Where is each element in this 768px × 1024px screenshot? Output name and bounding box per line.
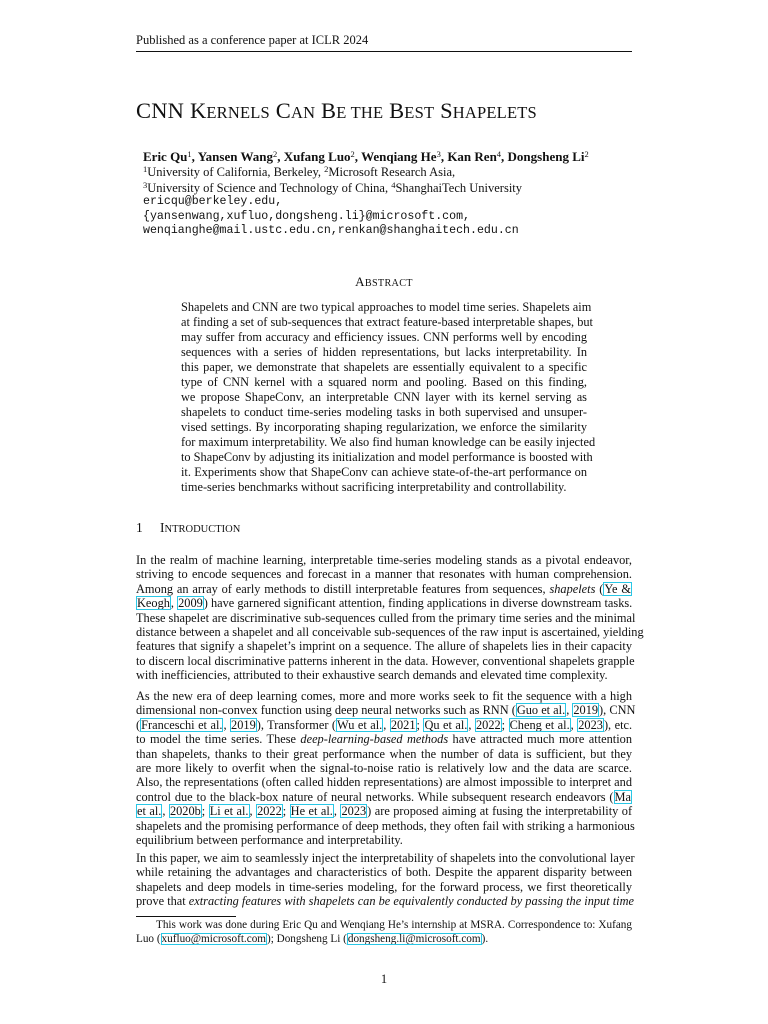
author-name: Wenqiang He bbox=[361, 149, 437, 164]
title-word-rest: ERNELS bbox=[206, 103, 270, 122]
author-name: Yansen Wang bbox=[197, 149, 273, 164]
email-link[interactable]: dongsheng.li@microsoft.com bbox=[347, 933, 481, 945]
text-run: , bbox=[249, 804, 257, 819]
footnote bbox=[136, 918, 632, 946]
text-run: ( bbox=[595, 581, 604, 596]
abstract-line: vised settings. By incorporating shaping regularization, we enforce the similarity bbox=[181, 420, 587, 434]
text-run: ), etc. bbox=[603, 717, 633, 732]
text-line bbox=[136, 804, 632, 818]
affiliation-mark: 1 bbox=[143, 164, 148, 174]
author-email: ericqu@berkeley.edu, bbox=[143, 195, 283, 208]
citation-link[interactable]: He et al. bbox=[290, 804, 333, 819]
intro-paragraph-3 bbox=[136, 851, 635, 909]
intro-paragraph-1 bbox=[136, 553, 644, 683]
author-affiliation-mark: 4 bbox=[496, 149, 502, 159]
section-number: 1 bbox=[136, 520, 143, 535]
section-title-initial: I bbox=[160, 520, 165, 535]
citation-link[interactable]: 2020b bbox=[169, 804, 201, 819]
text-run: , bbox=[570, 717, 578, 732]
text-line: to discern local discriminative patterns inherent in the data. However, conventional shapelets grapple bbox=[136, 653, 635, 668]
text-run: ) have garnered significant attention, finding applications in diverse downstream tasks. bbox=[203, 596, 633, 611]
text-line: In the realm of machine learning, interpretable time-series modeling stands as a pivotal endeavor, bbox=[136, 553, 632, 567]
citation-link[interactable]: 2021 bbox=[390, 717, 416, 732]
text-run: ; bbox=[282, 804, 290, 819]
text-line: Also, the representations (often called hidden representations) are almost impossible to interpret and bbox=[136, 775, 632, 790]
citation-link[interactable]: Ma bbox=[614, 789, 631, 804]
page-number: 1 bbox=[380, 972, 388, 986]
author-affiliation-mark: 2 bbox=[584, 149, 589, 159]
text-line: As the new era of deep learning comes, more and more works seek to fit the sequence with a high bbox=[136, 689, 632, 703]
text-line: These shapelet are discriminative sub-sequences culled from the primary time series and the minimal bbox=[136, 610, 636, 625]
abstract-heading-initial: A bbox=[355, 274, 365, 289]
abstract-line: time-series benchmarks without sacrificing interpretability and controllability. bbox=[181, 480, 567, 494]
text-line bbox=[136, 790, 632, 804]
abstract-line: it. Experiments show that ShapeConv can achieve state-of-the-art performance on bbox=[181, 465, 587, 479]
text-run: , bbox=[162, 804, 169, 819]
citation-link[interactable]: Guo et al. bbox=[516, 703, 566, 718]
abstract-line: we propose ShapeConv, an interpretable CNN layer with its kernel serving as bbox=[181, 390, 587, 404]
abstract-line: to ShapeConv by adjusting its initialization and model performance is boosted with bbox=[181, 450, 593, 464]
affiliation-text: ShanghaiTech University bbox=[395, 181, 523, 195]
text-line bbox=[136, 718, 632, 732]
abstract-line: at finding a set of sub-sequences that extract feature-based interpretable shapes, but bbox=[181, 315, 593, 329]
author-list: Eric Qu$^1$, Yansen Wang$^2$, Xufang Luo$^2$, Wenqiang He$^3$, Kan Ren$^4$, Dongsheng Li$^2$ bbox=[143, 149, 589, 164]
text-run: , bbox=[468, 717, 475, 732]
abstract-line: sequences with a series of hidden representations, but lacks interpretability. In bbox=[181, 345, 587, 359]
affiliation-mark: 4 bbox=[391, 180, 396, 190]
author-name: Dongsheng Li bbox=[507, 149, 585, 164]
citation-link[interactable]: 2022 bbox=[475, 717, 501, 732]
affiliation-line bbox=[143, 180, 522, 196]
title-word-initial: C bbox=[275, 98, 291, 123]
emphasis-text: shapelets bbox=[549, 581, 596, 596]
text-run: , bbox=[333, 804, 341, 819]
author-affiliation-mark: 2 bbox=[350, 149, 355, 159]
text-run: ). bbox=[481, 933, 489, 945]
text-line bbox=[136, 596, 632, 610]
author-email: wenqianghe@mail.ustc.edu.cn,renkan@shanghaitech.edu.cn bbox=[143, 224, 519, 237]
text-line: shapelets and deep models in time-series modeling, for the forward process, we first theoretically bbox=[136, 879, 632, 894]
text-run: ( bbox=[136, 717, 141, 732]
text-line bbox=[136, 732, 632, 746]
text-run: to model the time series. These bbox=[136, 732, 301, 747]
text-run: ; bbox=[501, 717, 509, 732]
text-line bbox=[136, 703, 636, 718]
text-line bbox=[136, 894, 632, 908]
title-word-rest: AN bbox=[290, 103, 316, 122]
affiliation-mark: 3 bbox=[143, 180, 148, 190]
text-line: striving to encode sequences and forecast in a manner that resonates with human comprehension. bbox=[136, 567, 632, 582]
author-name: Xufang Luo bbox=[283, 149, 351, 164]
abstract-line: Shapelets and CNN are two typical approaches to model time series. Shapelets aim bbox=[181, 300, 592, 314]
abstract-line: this paper, we demonstrate that shapelets are essentially equivalent to a specific bbox=[181, 360, 587, 374]
affiliation-text: University of California, Berkeley, bbox=[147, 165, 325, 179]
citation-link[interactable]: 2023 bbox=[341, 804, 367, 819]
header-rule bbox=[136, 51, 632, 52]
section-heading-introduction bbox=[136, 520, 240, 536]
author-affiliation-mark: 2 bbox=[272, 149, 278, 159]
abstract-body bbox=[181, 300, 596, 495]
footnote-line: This work was done during Eric Qu and Wenqiang He’s internship at MSRA. Correspondence to: Xufang bbox=[156, 919, 632, 931]
text-run: prove that bbox=[136, 894, 189, 909]
footnote-line bbox=[136, 932, 632, 946]
intro-paragraph-2 bbox=[136, 689, 636, 847]
text-line: distance between a shapelet and all conceivable sub-sequences of the raw input is ascertained, yielding bbox=[136, 624, 644, 639]
citation-link[interactable]: 2023 bbox=[578, 717, 603, 732]
author-name: Eric Qu bbox=[143, 149, 188, 164]
citation-link[interactable]: 2019 bbox=[573, 703, 599, 718]
text-run: have attracted much more attention bbox=[448, 732, 632, 747]
abstract-line: type of CNN kernel with a squared norm and pooling. Based on this finding, bbox=[181, 375, 587, 389]
author-affiliation-mark: 3 bbox=[436, 149, 441, 159]
text-line: shapelets and the promising performance of deep methods, they often fail with striking a harmonious bbox=[136, 818, 635, 833]
title-word-initial: B bbox=[389, 98, 405, 123]
text-run: control due to the black-box nature of neural networks. While subsequent research endeavors ( bbox=[136, 789, 614, 804]
title-word-initial: K bbox=[189, 98, 207, 123]
text-run: dimensional non-convex function using deep neural networks such as RNN ( bbox=[136, 703, 516, 718]
text-run: ; bbox=[201, 804, 209, 819]
citation-link[interactable]: Franceschi et al. bbox=[141, 717, 223, 732]
title-word-rest: E THE bbox=[336, 103, 384, 122]
affiliation-mark: 2 bbox=[324, 164, 329, 174]
text-line: features that signify a shapelet’s imprint on a sequence. The allure of shapelets lies in their capacity bbox=[136, 639, 632, 654]
text-run: , bbox=[383, 717, 390, 732]
title-word: CNN bbox=[136, 98, 185, 123]
abstract-line: for maximum interpretability. We also find human knowledge can be easily injected bbox=[181, 435, 596, 449]
text-run: Luo ( bbox=[136, 933, 161, 945]
footnote-rule bbox=[136, 916, 236, 917]
title-word-initial: S bbox=[440, 98, 453, 123]
text-line: than shapelets, thanks to their great performance when the number of data is sufficient, but they bbox=[136, 746, 632, 761]
title-word-rest: HAPELETS bbox=[452, 103, 537, 122]
text-line: equilibrium between performance and interpretability. bbox=[136, 832, 403, 847]
abstract-heading bbox=[0, 274, 768, 290]
paper-title bbox=[136, 98, 656, 124]
running-header: Published as a conference paper at ICLR 2024 bbox=[136, 33, 369, 47]
text-line: are more likely to overfit when the signal-to-noise ratio is relatively low and the data are scarce. bbox=[136, 760, 632, 775]
text-run: , bbox=[223, 717, 231, 732]
text-line: while retaining the advantages and characteristics of both. Despite the apparent disparity between bbox=[136, 865, 632, 880]
title-word-initial: B bbox=[321, 98, 337, 123]
abstract-line: may suffer from accuracy and efficiency issues. CNN performs well by encoding bbox=[181, 330, 587, 344]
citation-link[interactable]: Wu et al. bbox=[337, 717, 383, 732]
emphasis-text: extracting features with shapelets can be equivalently conducted by passing the input time bbox=[188, 894, 634, 909]
author-affiliation-mark: 1 bbox=[187, 149, 192, 159]
citation-link[interactable]: Li et al. bbox=[209, 804, 249, 819]
text-run: ), CNN bbox=[599, 703, 636, 718]
text-run: , bbox=[170, 596, 178, 611]
author-email: {yansenwang,xufluo,dongsheng.li}@microsoft.com, bbox=[143, 210, 470, 223]
abstract-heading-rest: BSTRACT bbox=[364, 278, 413, 289]
text-run: ; bbox=[416, 717, 424, 732]
citation-link[interactable]: Cheng et al. bbox=[509, 717, 570, 732]
citation-link[interactable]: Ye & bbox=[604, 581, 631, 596]
abstract-line: shapelets to conduct time-series modeling tasks in both supervised and unsuper- bbox=[181, 405, 587, 419]
text-line: with inefficiencies, attributed to their exhaustive search demands and elevated time complexity. bbox=[136, 668, 608, 683]
text-run: ), Transformer ( bbox=[256, 717, 337, 732]
affiliation-text: University of Science and Technology of China, bbox=[147, 181, 392, 195]
text-run: Among an array of early methods to distill interpretable features from sequences, bbox=[136, 581, 550, 596]
affiliation-text: Microsoft Research Asia, bbox=[328, 165, 456, 179]
citation-link[interactable]: 2022 bbox=[257, 804, 282, 819]
text-line bbox=[136, 582, 632, 596]
affiliation-line bbox=[143, 164, 455, 180]
title-word-rest: EST bbox=[404, 103, 435, 122]
text-run: ) are proposed aiming at fusing the interpretability of bbox=[367, 804, 633, 819]
section-title-rest: NTRODUCTION bbox=[164, 524, 241, 535]
text-line: In this paper, we aim to seamlessly inject the interpretability of shapelets into the convolutional layer bbox=[136, 851, 635, 865]
citation-link[interactable]: et al. bbox=[137, 804, 162, 819]
citation-link[interactable]: Qu et al. bbox=[424, 717, 468, 732]
emphasis-text: deep-learning-based methods bbox=[300, 732, 449, 747]
citation-link[interactable]: Keogh bbox=[137, 596, 170, 611]
email-link[interactable]: xufluo@microsoft.com bbox=[161, 933, 266, 945]
text-run: , bbox=[566, 703, 573, 718]
author-name: Kan Ren bbox=[447, 149, 497, 164]
citation-link[interactable]: 2009 bbox=[178, 596, 203, 611]
citation-link[interactable]: 2019 bbox=[231, 717, 256, 732]
text-run: ); Dongsheng Li ( bbox=[267, 933, 347, 945]
